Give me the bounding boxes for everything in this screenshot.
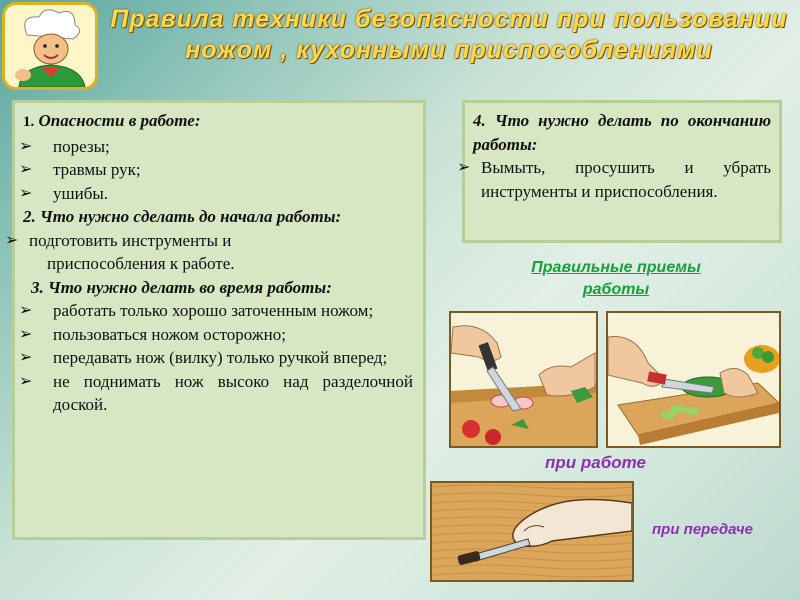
- list-item: [19, 299, 413, 323]
- list-item: [19, 370, 413, 417]
- list-item-text: травмы рук;: [53, 160, 141, 179]
- bullet-icon: ➢: [19, 137, 33, 155]
- bullet-icon: ➢: [19, 184, 33, 202]
- question-2-heading: 2. Что нужно сделать до начала работы:: [23, 207, 342, 226]
- question-1-heading: [23, 109, 413, 135]
- page-title: [104, 4, 794, 66]
- knife-cutting-photo: [449, 311, 598, 448]
- list-item-text: не поднимать нож высоко над разделочной доской.: [53, 371, 413, 414]
- bullet-icon: ➢: [5, 231, 19, 249]
- methods-caption-line-2: работы: [582, 281, 650, 298]
- bullet-icon: ➢: [19, 302, 33, 319]
- rules-box-left: [5, 100, 426, 540]
- list-item: [457, 156, 771, 203]
- list-item: [19, 323, 413, 347]
- list-item-text: работать только хорошо заточенным ножом;: [53, 301, 374, 320]
- list-item-text: порезы;: [53, 136, 110, 156]
- list-item: [19, 346, 413, 370]
- methods-caption-line-1: Правильные приемы: [531, 259, 701, 276]
- bullet-icon: ➢: [457, 159, 471, 176]
- at-work-caption: при работе: [545, 453, 646, 472]
- list-item: [19, 182, 413, 206]
- chef-logo: [2, 2, 98, 90]
- cucumber-cutting-photo: [606, 311, 781, 448]
- list-item: [19, 158, 413, 182]
- list-item-text: пользоваться ножом осторожно;: [53, 324, 286, 344]
- list-item-text: Вымыть, просушить и убрать инструменты и приспособления.: [481, 158, 771, 201]
- list-item: [19, 135, 413, 159]
- bullet-icon: ➢: [19, 349, 33, 366]
- list-item-text: передавать нож (вилку) только ручкой вперед;: [53, 348, 388, 367]
- at-passing-caption: при передаче: [652, 521, 753, 538]
- title-line-2: ножом , кухонными приспособлениями: [185, 36, 713, 64]
- bullet-icon: ➢: [19, 161, 33, 178]
- question-1-text: Опасности в работе:: [34, 111, 201, 130]
- chef-icon: [5, 5, 95, 87]
- question-4-heading: 4. Что нужно делать по окончанию работы:: [473, 111, 771, 154]
- list-item-text: подготовить инструменты и: [29, 230, 232, 250]
- rules-box-right: [457, 100, 782, 243]
- question-3-heading: 3. Что нужно делать во время работы:: [31, 277, 332, 297]
- question-1-number: 1.: [23, 114, 35, 130]
- title-line-1: Правила техники безопасности при пользовании: [110, 5, 788, 33]
- bullet-icon: ➢: [19, 325, 33, 343]
- knife-passing-photo: [430, 481, 634, 582]
- list-item-text-continued: приспособления к работе.: [47, 254, 235, 273]
- list-item-text: ушибы.: [53, 183, 109, 203]
- methods-caption: [492, 257, 740, 301]
- bullet-icon: ➢: [19, 372, 33, 390]
- list-item: [5, 229, 413, 276]
